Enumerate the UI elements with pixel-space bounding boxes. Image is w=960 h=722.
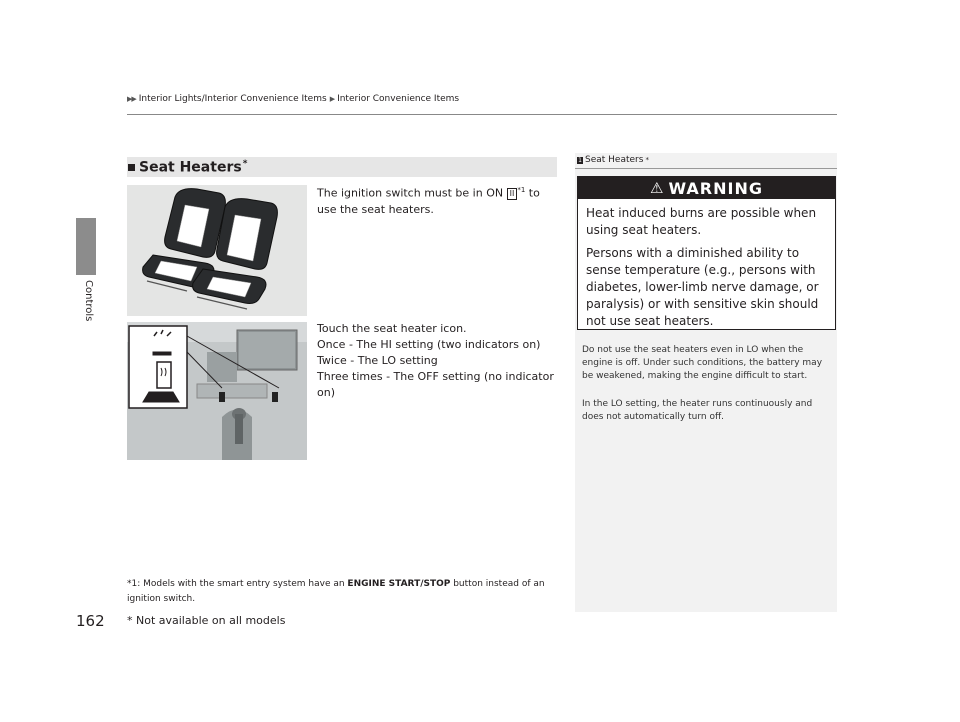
warning-header: ⚠ WARNING <box>578 177 835 199</box>
section-heading <box>127 157 557 177</box>
dashboard-image <box>127 322 307 460</box>
section-title: Seat Heaters* <box>139 158 248 176</box>
key-ii-icon: II <box>507 188 518 200</box>
availability-note: * Not available on all models <box>127 614 286 627</box>
reference-marker-icon: 1 <box>578 156 582 164</box>
seat-heater-instructions <box>317 321 562 401</box>
note-text: Do not use the seat heaters even in LO when the engine is off. Under such conditions, the battery may be weakened, making the engine difficult to start. <box>582 345 823 381</box>
instruction-line: Once - The HI setting (two indicators on) <box>317 338 541 351</box>
seats-image <box>127 185 307 316</box>
instruction-line: Twice - The LO setting <box>317 354 438 367</box>
warning-text: Heat induced burns are possible when using seat heaters. <box>586 206 817 237</box>
warning-box <box>577 176 836 330</box>
breadcrumb-arrow-icon: ▶ <box>329 95 335 103</box>
ignition-note: The ignition switch must be in ON II $^{*1}$ to use the seat heaters. <box>317 186 540 216</box>
page-number: 162 <box>76 612 105 630</box>
breadcrumb-part1: Interior Lights/Interior Convenience Items <box>138 94 327 104</box>
footnote: *1: Models with the smart entry system have an ENGINE START/STOP button instead of an ignition switch. <box>127 579 545 604</box>
warning-triangle-icon: ⚠ <box>650 179 665 197</box>
breadcrumb-arrow-icon: ▶▶ <box>127 95 136 103</box>
dashboard-seat-heater-illustration <box>127 322 307 460</box>
side-tab-label: Controls <box>83 280 94 322</box>
sidebar-rule <box>575 168 837 169</box>
note-text: In the LO setting, the heater runs continuously and does not automatically turn off. <box>582 399 813 422</box>
warning-text: Persons with a diminished ability to sense temperature (e.g., persons with diabetes, lower-limb nerve damage, or paralysis) or with sensitive skin should not use seat heaters. <box>586 246 819 328</box>
side-tab-marker <box>76 218 96 275</box>
sidebar-title: 1 Seat Heaters * <box>578 155 649 165</box>
breadcrumb-part2: Interior Convenience Items <box>337 94 460 104</box>
instruction-line: Touch the seat heater icon. <box>317 322 467 335</box>
seat-heaters-illustration <box>127 185 307 316</box>
breadcrumb <box>127 94 459 104</box>
header-rule <box>127 114 837 115</box>
section-square-icon <box>128 164 135 171</box>
instruction-line: Three times - The OFF setting (no indicator on) <box>317 370 554 399</box>
